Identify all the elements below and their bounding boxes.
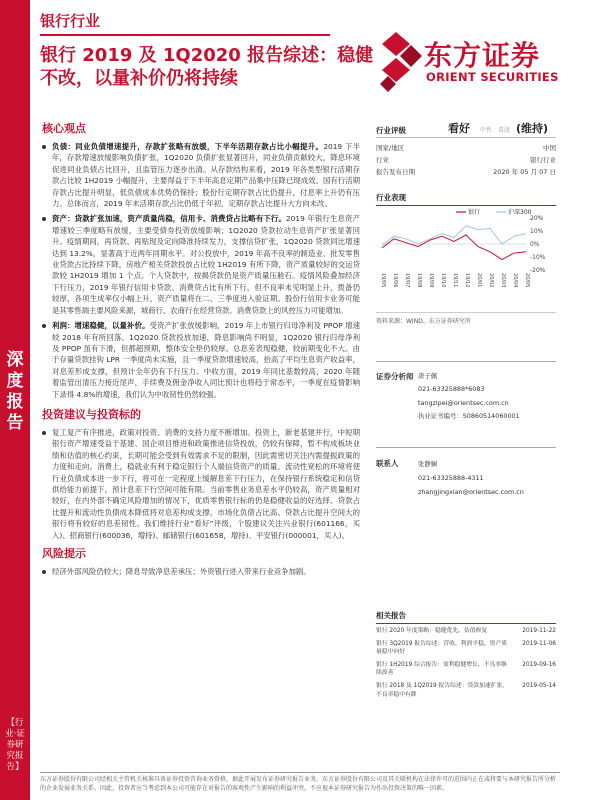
x-tick-label: 19/11 (452, 273, 458, 288)
info-value: 中国 (543, 144, 556, 152)
logo-text-cn: 东方证券 (424, 39, 541, 72)
y-tick-label: 20% (530, 215, 544, 222)
x-tick-label: 20/01 (476, 273, 482, 288)
report-type-label: 深度报告 (6, 350, 24, 433)
related-date: 2019-09-16 (522, 661, 556, 668)
related-title: 银行 2020 年度策略：稳健优先，估值修复 (376, 628, 488, 634)
investment-paragraph (42, 427, 360, 541)
related-title: 银行 1H2019 综合报告：盈利稳健增长，不良率继续改善 (376, 661, 507, 677)
related-item[interactable] (376, 661, 556, 678)
x-tick-label: 20/03 (500, 273, 506, 288)
info-row-industry (376, 154, 556, 166)
rating-value: 看好 (448, 122, 470, 135)
performance-chart-svg (376, 208, 556, 308)
rating-maintain: (维持) (516, 122, 549, 135)
item-lead: 负债：同业负债增速提升，存款扩张略有放缓，下半年活期存款占比小幅提升。 (52, 142, 324, 151)
info-key: 报告发布日期 (376, 168, 415, 176)
core-view-item-profit (42, 320, 360, 400)
performance-heading: 行业表现 (376, 192, 556, 206)
sidebar-info (376, 118, 556, 509)
rating-label: 行业评级 (376, 126, 406, 135)
legend-label: 沪深300 (508, 209, 532, 216)
item-body: 2019 下半年，存款增速放缓影响负债扩张，1Q2020 负债扩张显著回升，同业负债贡献较大，降息环境促进同业负债占比回升，且监管压力逐步出清。从存款结构来看，2019 年各类型银行活期存款占比较 1H2019 小幅提升，主要得益于下半年高息定期产品集中压降已现成效。国有行活期存款占比提升明显，低负债成本优势仍保持；股份行定期存款占比仍提升，付息率上升仍有压力。总体而言，2019 年末活期存款占比仍低于年初，定期存款占比提升大方向未改。 (52, 142, 360, 209)
risk-body: 经济外部风险仍较大；降息导致净息差承压；外资银行进入带来行业竞争加剧。 (52, 567, 311, 576)
contact-role: 联系人 (376, 459, 399, 468)
y-tick-label: -20% (530, 267, 546, 274)
legend-label: 银行 (468, 209, 481, 216)
analyst-block (376, 361, 556, 443)
logo-text-en: ORIENT SECURITIES (426, 70, 559, 84)
item-body: 受资产扩张放缓影响，2019 年上市银行归母净利及 PPOP 增速较 2018 年有所回落。1Q2020 贷款投放加速，降息影响尚不明显，1Q2020 银行归母净利及 PPOP 虽有下滑，但都超预期，整体安全垫仍较厚。总息差表现稳健，较前期变化不大。由于存量贷款挂钩 LPR 一季度尚未实施，且一季度贷款增速较高，抬高了平均生息资产收益率，对息差形成支撑，但预计全年仍有下行压力。中收方面，2019 年同比基数较高，2020 年随着监管出清压力接近尾声，手续费及佣金净收入同比预计也将趋于常态平，一季度在疫情影响下录得 4.8%的增速，我们认为中收韧性仍然较强。 (52, 321, 361, 399)
rating-negative: 看淡 (498, 127, 511, 134)
industry-label: 银行行业 (40, 12, 101, 30)
x-tick-label: 20/04 (512, 273, 518, 288)
x-tick-label: 19/06 (392, 273, 398, 288)
item-lead: 利润：增速稳健，以量补价。 (52, 321, 150, 331)
disclaimer: 东方证券股份有限公司经相关主管机关核准具备证券投资咨询业务资格，据此开展发布证券研究报告业务。东方证券股份有限公司及其关联机构在法律许可的范围内正在或将要与本研究报告所分析的企业发展业务关系。因此，投资者应当考虑到本公司可能存在对报告的客观性产生影响的利益冲突，不应视本证券研究报告为作出投资决策的唯一因素。 (40, 776, 557, 792)
x-tick-label: 20/02 (488, 273, 494, 288)
x-tick-label: 20/05 (524, 273, 530, 288)
risk-paragraph (42, 566, 360, 577)
info-key: 行业 (376, 156, 389, 164)
footer-divider (40, 772, 560, 773)
item-body: 2019 年银行生息资产增速较三季度略有放缓，主要受债券投资放缓影响；1Q2020 贷款拉动生息资产扩张显著回升。疫情期间，再贷款、再贴现及定向降准持续发力，支撑信贷扩张，1Q2020 贷款同比增速达到 13.2%，显著高于近两年同期水平。对公投放中，2019 年高不良率的制造业、批发零售业贷款占比持续下降，房地产相关贷款投放占比较 1H2019 有所下降，资产质量较好的交运贷款较 1H2019 增加 1 个点。个人贷款中，按揭贷款仍是资产质量压舱石。疫情风险叠加经济下行压力，2019 年银行信用卡贷款、消费贷占比有所下行，但不良率未见明显上升，拨备仍较厚，各项生成率仅小幅上升，资产质量将在二、三季度进入验证期。股份行信用卡业务可能是其零售端主要风险来源，城商行、农商行在经营贷款、消费贷款上的风控压力可能增加。 (52, 214, 360, 315)
bullet-icon (42, 324, 46, 328)
x-tick-label: 19/05 (380, 273, 386, 288)
info-row-region (376, 142, 556, 154)
related-title: 银行 3Q2019 报告综述：营收、利润平稳，资产质量稳中向好 (376, 640, 508, 656)
analyst-role: 证券分析师 (376, 372, 414, 381)
related-item[interactable] (376, 627, 556, 636)
company-logo (380, 32, 580, 100)
bullet-icon (42, 570, 46, 574)
x-tick-label: 19/08 (416, 273, 422, 288)
main-content (42, 120, 360, 581)
rating-neutral: 中性 (480, 127, 493, 134)
investment-body: 复工复产有序推进，政策对投资、消费的支持力度不断增加。投资上，新老基建并行，中短期银行资产增速受益于基建、国企项目推进和政策推进信贷投放，仍较有保障，暂不构成板块业绩和估值的核心约束，长期可能会受到有效需求不足的限制，因此需密切关注内需提振政策的力度和走向。消费上，稳就业有利于稳定银行个人端信贷资产的质量。流动性宽松的环境将使行业负债成本进一步下行，将可在一定程度上缓解息差下行压力，在保持银行系统稳定和信贷供给能力前提下，预计息差下行空间可能有限。当前零售业务息差水平仍较高，资产质量相对较好，在内外部不确定风险增加的情况下，优质零售银行标的仍是稳健收益的好选择。贷款占比提升和流动性负债成本降低将对息差构成支撑，市场化负债占比高、贷款占比提升空间大的银行将有较好的息差韧性。我们维持行业“看好”评级，个股建议关注兴业银行(601166，买入)、招商银行(600036，增持)、邮储银行(601658，增持)、平安银行(000001，买入)。 (52, 427, 360, 540)
investment-heading: 投资建议与投资标的 (42, 407, 141, 421)
industry-rating (376, 118, 556, 138)
report-category-label: 【行业·证券研究报告】 (5, 718, 25, 772)
y-tick-label: -10% (530, 254, 546, 261)
contact-email[interactable]: zhangjingxian@orientsec.com.cn (418, 488, 524, 496)
analyst-cert: 执业证书编号：S0860514060001 (418, 412, 520, 421)
info-row-date (376, 166, 556, 178)
core-view-item-assets (42, 213, 360, 316)
x-tick-label: 19/09 (428, 273, 434, 288)
analyst-name: 唐子佩 (418, 372, 438, 380)
contact-name: 张静娴 (418, 460, 438, 468)
related-reports (376, 610, 556, 703)
core-view-heading: 核心观点 (42, 122, 86, 135)
x-tick-label: 19/12 (464, 273, 470, 288)
bullet-icon (42, 145, 46, 149)
related-item[interactable] (376, 682, 556, 699)
info-key: 国家/地区 (376, 144, 405, 152)
related-date: 2019-05-14 (522, 682, 556, 689)
related-date: 2019-11-22 (522, 628, 556, 634)
info-value: 银行行业 (530, 156, 556, 164)
x-tick-label: 19/10 (440, 273, 446, 288)
bullet-icon (42, 431, 46, 435)
related-item[interactable] (376, 640, 556, 657)
item-lead: 资产：贷款扩张加速，资产质量尚稳，信用卡、消费贷占比略有下行。 (52, 214, 286, 224)
analyst-email[interactable]: tangzipei@orientsec.com.cn (418, 398, 509, 407)
bullet-icon (42, 217, 46, 221)
report-title: 银行 2019 及 1Q2020 报告综述：稳健不改，以量补价仍将持续 (40, 45, 374, 89)
x-tick-label: 19/07 (404, 273, 410, 288)
contact-phone: 021-63325888-4311 (418, 474, 484, 482)
y-tick-label: 0% (530, 241, 540, 248)
risk-heading: 风险提示 (42, 547, 86, 560)
info-value: 2020 年 05 月 07 日 (493, 168, 556, 176)
performance-chart (376, 208, 556, 308)
header-divider (40, 34, 330, 36)
related-heading: 相关报告 (376, 610, 556, 624)
related-date: 2019-11-06 (522, 640, 556, 647)
core-view-item-liabilities (42, 141, 360, 209)
y-tick-label: 10% (530, 228, 544, 235)
logo-mark-icon (380, 32, 424, 94)
analyst-phone: 021-63325888*6083 (418, 385, 485, 394)
chart-source: 资料来源：WIND、东方证券研究所 (376, 312, 556, 325)
related-title: 银行 2018 及 1Q2019 报告综述：贷款加速扩张，不良率稳中有降 (376, 682, 509, 698)
contact-block (376, 447, 556, 509)
